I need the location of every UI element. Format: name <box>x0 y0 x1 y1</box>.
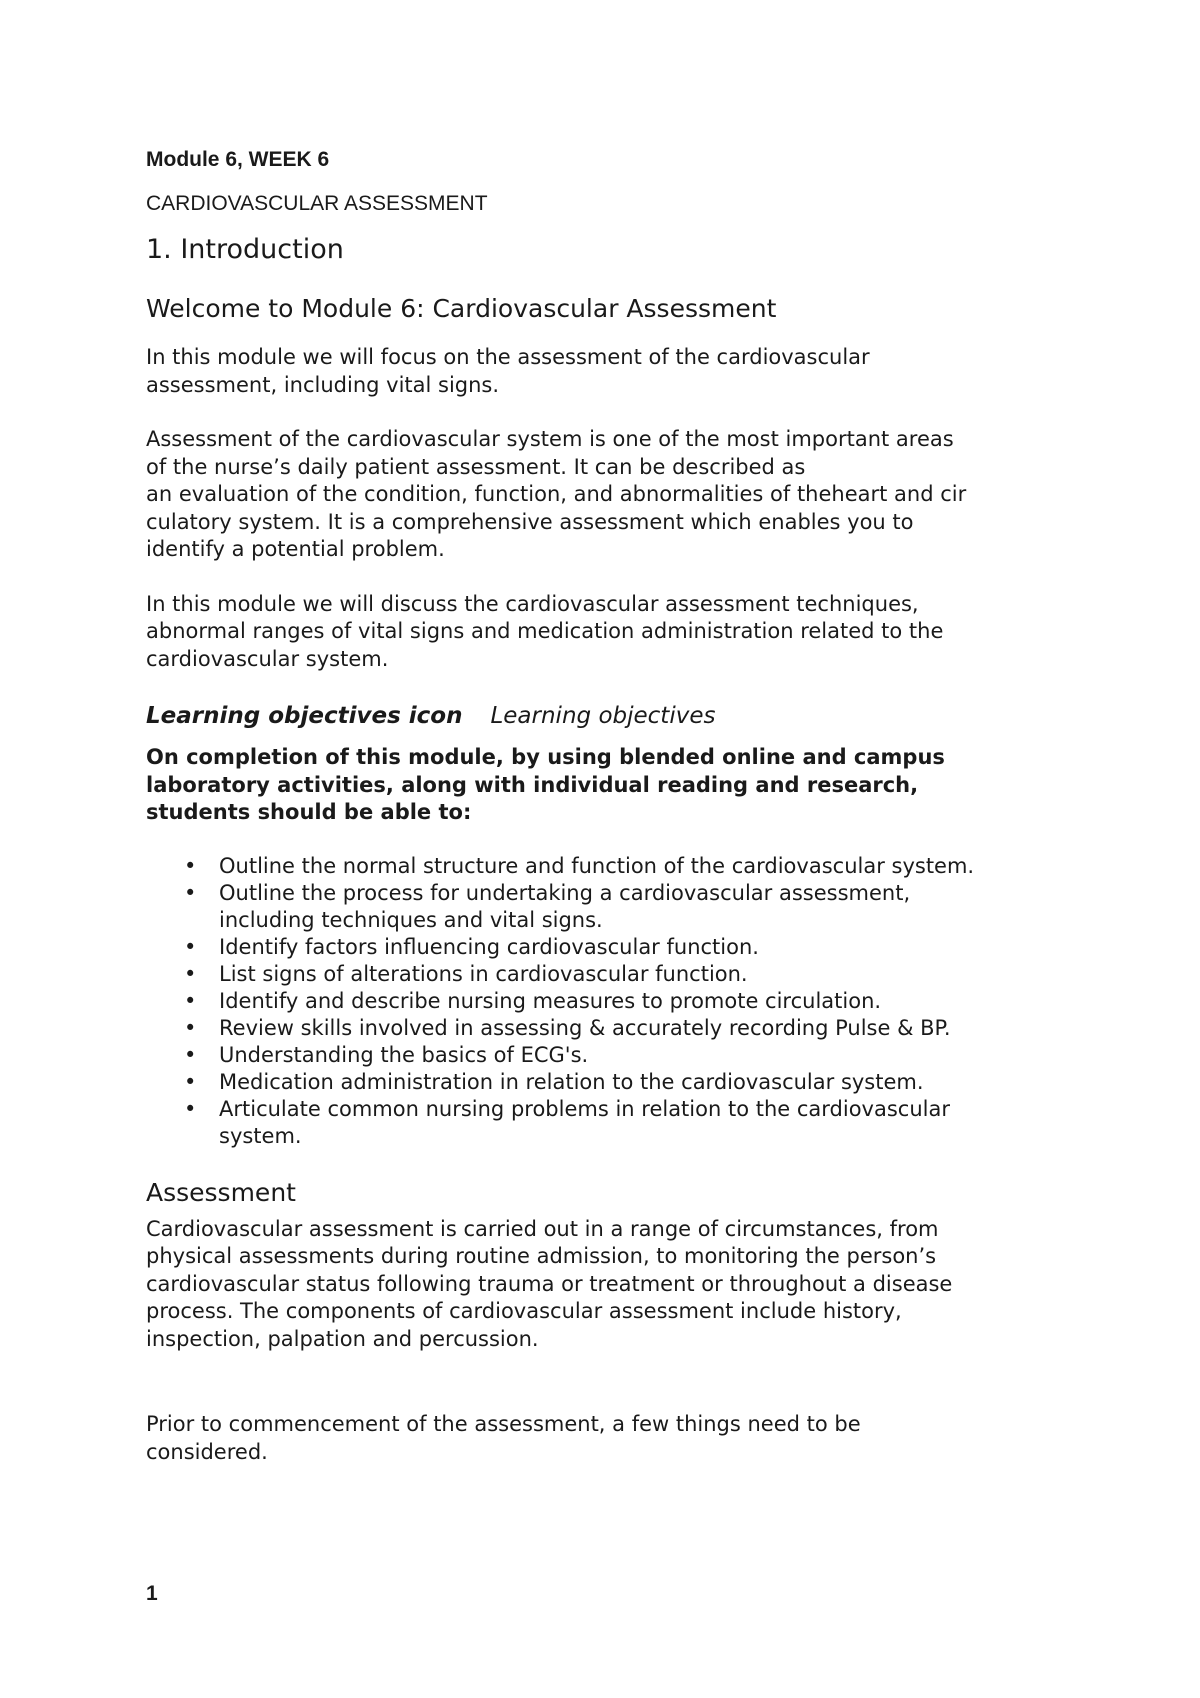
assessment-paragraph: Cardiovascular assessment is carried out in a range of circumstances, from physical assessments during routine admission, to monitoring the person’s cardiovascular status following trauma or treatment or throughout a disease process. The components of cardiovascular assessment include history, inspection, palpation and percussion. <box>146 1216 953 1351</box>
bullet-icon: • <box>184 934 197 959</box>
list-item <box>146 1015 1086 1042</box>
bullet-icon: • <box>184 1042 197 1067</box>
page-content <box>146 146 1086 1493</box>
list-item <box>146 934 1086 961</box>
bullet-icon: • <box>184 961 197 986</box>
bullet-icon: • <box>184 853 197 878</box>
list-item-text: Articulate common nursing problems in relation to the cardiovascular system. <box>219 1096 950 1148</box>
welcome-heading: Welcome to Module 6: Cardiovascular Assessment <box>146 294 777 323</box>
bullet-icon: • <box>184 1096 197 1121</box>
learning-objectives-heading <box>146 700 1086 732</box>
learning-objectives-icon-label: Learning objectives icon <box>146 703 463 729</box>
list-item-text: Understanding the basics of ECG's. <box>219 1042 589 1067</box>
topic-title: CARDIOVASCULAR ASSESSMENT <box>146 192 488 215</box>
page-number: 1 <box>146 1582 158 1605</box>
list-item <box>146 880 1086 934</box>
module-week-label: Module 6, WEEK 6 <box>146 148 330 171</box>
list-item-text: Review skills involved in assessing & accurately recording Pulse & BP. <box>219 1015 951 1040</box>
intro-paragraph: Assessment of the cardiovascular system is one of the most important areas of the nurse’s daily patient assessment. It can be described as an evaluation of the condition, function, and abnormalities of theheart and cir culatory system. It is a comprehensive assessment which enables you to identify a potential problem. <box>146 427 967 561</box>
list-item-text: Outline the process for undertaking a cardiovascular assessment, including techniques and vital signs. <box>219 880 911 932</box>
list-item-text: Medication administration in relation to the cardiovascular system. <box>219 1069 924 1094</box>
list-item <box>146 1042 1086 1069</box>
list-item <box>146 1069 1086 1096</box>
bullet-icon: • <box>184 988 197 1013</box>
list-item <box>146 988 1086 1015</box>
list-item <box>146 961 1086 988</box>
assessment-paragraph: Prior to commencement of the assessment, a few things need to be considered. <box>146 1412 861 1464</box>
intro-paragraph: In this module we will discuss the cardiovascular assessment techniques, abnormal ranges of vital signs and medication administration related to the cardiovascular system. <box>146 591 944 671</box>
assessment-heading: Assessment <box>146 1177 296 1207</box>
intro-paragraph: In this module we will focus on the assessment of the cardiovascular assessment, including vital signs. <box>146 345 870 397</box>
list-item-text: List signs of alterations in cardiovascular function. <box>219 961 748 986</box>
objectives-list <box>146 853 1086 1150</box>
list-item-text: Identify factors influencing cardiovascular function. <box>219 934 759 959</box>
list-item-text: Outline the normal structure and function of the cardiovascular system. <box>219 853 975 878</box>
list-item <box>146 853 1086 880</box>
bullet-icon: • <box>184 1015 197 1040</box>
learning-objectives-intro: On completion of this module, by using blended online and campus laboratory activities, along with individual reading and research, students should be able to: <box>146 745 945 824</box>
learning-objectives-label: Learning objectives <box>490 703 716 729</box>
bullet-icon: • <box>184 880 197 905</box>
bullet-icon: • <box>184 1069 197 1094</box>
list-item <box>146 1096 1086 1150</box>
introduction-heading: 1. Introduction <box>146 234 344 265</box>
list-item-text: Identify and describe nursing measures to promote circulation. <box>219 988 882 1013</box>
